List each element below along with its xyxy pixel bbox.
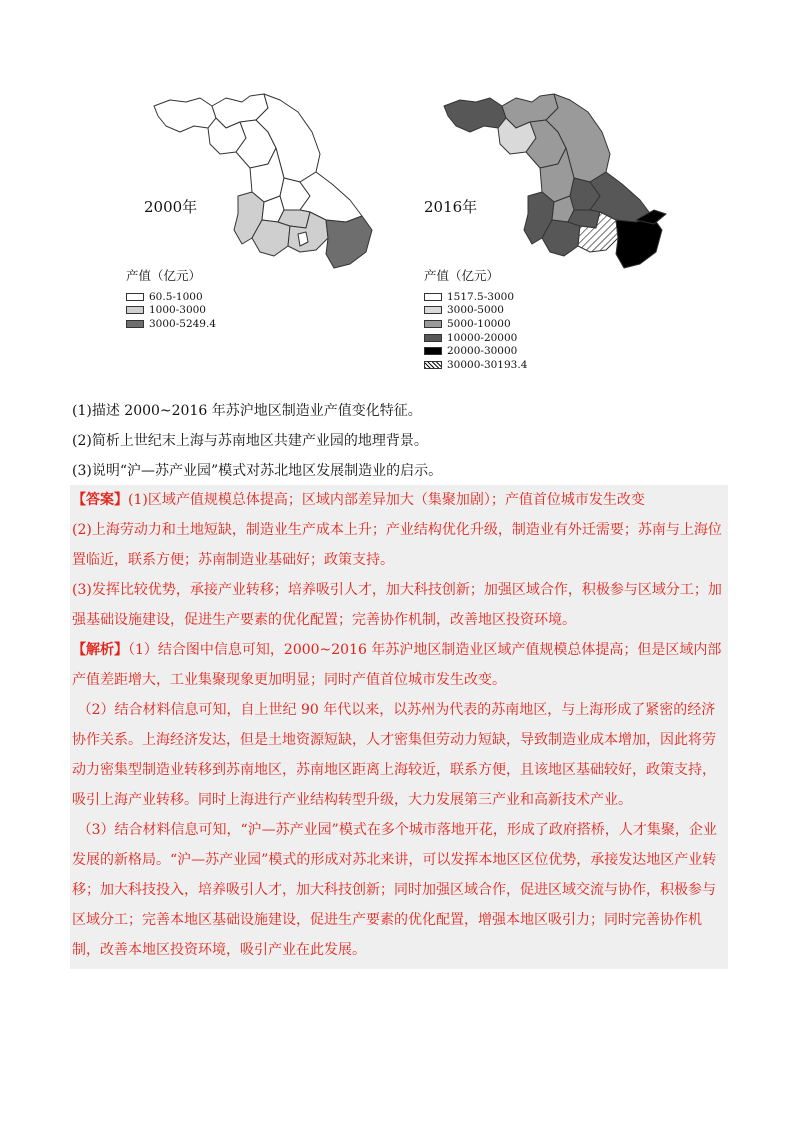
map-2000-label: 2000年 [144,198,198,216]
answer-tag: 【答案】 [72,492,128,508]
legend-2016-item [424,290,527,304]
legend-swatch [126,306,144,314]
legend-2000-item [126,317,216,331]
map-2000-svg [150,92,382,274]
legend-2000-item [126,290,216,304]
legend-label: 20000-30000 [447,345,518,358]
legend-swatch [424,306,442,314]
legend-label: 3000-5000 [447,304,504,317]
legend-2016 [424,266,527,372]
legend-label: 60.5-1000 [149,290,203,303]
legend-label: 30000-30193.4 [447,358,528,371]
answer-2: (2)上海劳动力和土地短缺，制造业生产成本上升；产业结构优化升级，制造业有外迁需要；苏南与上海位置临近，联系方便；苏南制造业基础好；政策支持。 [72,522,722,568]
map-2016-label: 2016年 [424,198,478,216]
region-shanghai [616,216,662,268]
analysis-section [70,635,728,965]
legend-swatch [424,334,442,342]
answer-3: (3)发挥比较优势，承接产业转移；培养吸引人才，加大科技创新；加强区域合作，积极参与区域分工；加强基础设施建设，促进生产要素的优化配置；完善协作机制，改善地区投资环境。 [72,582,722,628]
region-xuzhou [444,98,506,132]
answer-1 [72,485,726,515]
analysis-tag: 【解析】 [72,642,128,658]
question-1: (1)描述 2000~2016 年苏沪地区制造业产值变化特征。 [72,403,422,419]
analysis-1 [72,635,726,695]
legend-2016-item [424,358,527,372]
question-2: (2)简析上世纪末上海与苏南地区共建产业园的地理背景。 [72,433,428,449]
legend-swatch [126,293,144,301]
legend-2016-item [424,304,527,318]
answer-section [70,485,728,635]
legend-swatch [424,293,442,301]
legend-swatch-hatched [424,361,442,369]
legend-2000 [126,266,216,331]
legend-2000-title: 产值（亿元） [126,268,202,283]
questions [72,396,732,486]
legend-label: 10000-20000 [447,331,518,344]
legend-2016-item [424,344,527,358]
legend-swatch [126,320,144,328]
legend-label: 3000-5249.4 [149,317,217,330]
question-3: (3)说明“沪—苏产业园”模式对苏北地区发展制造业的启示。 [72,463,443,479]
legend-2000-item [126,304,216,318]
map-2016 [424,92,672,274]
legend-label: 1000-3000 [149,304,206,317]
legend-swatch [424,320,442,328]
answer-analysis-box [70,485,728,969]
analysis-3: （3）结合材料信息可知，“沪—苏产业园”模式在多个城市落地开花，形成了政府搭桥，人才集聚，企业发展的新格局。“沪—苏产业园”模式的形成对苏北来讲，可以发挥本地区区位优势，承接发达地区产业转移；加大科技投入，培养吸引人才，加大科技创新；同时加强区域合作，促进区域交流与协作，积极参与区域分工；完善本地区基础设施建设，促进生产要素的优化配置，增强本地区吸引力；同时完善协作机制，改善本地区投资环境，吸引产业在此发展。 [72,822,717,958]
region-shanghai [326,216,372,268]
legend-label: 5000-10000 [447,317,511,330]
legend-2016-title: 产值（亿元） [424,268,500,283]
legend-label: 1517.5-3000 [447,290,515,303]
map-2000 [144,92,382,274]
analysis-2: （2）结合材料信息可知，自上世纪 90 年代以来，以苏州为代表的苏南地区，与上海形成了紧密的经济协作关系。上海经济发达，但是土地资源短缺，人才密集但劳动力短缺，导致制造业成本增加，因此将劳动力密集型制造业转移到苏南地区，苏南地区距离上海较近，联系方便，且该地区基础较好，政策支持，吸引上海产业转移。同时上海进行产业结构转型升级，大力发展第三产业和高新技术产业。 [72,702,716,808]
answer-1-text: (1)区域产值规模总体提高；区域内部差异加大（集聚加剧）；产值首位城市发生改变 [128,492,645,508]
legend-swatch [424,347,442,355]
map-2016-svg [440,92,672,274]
legend-2016-item [424,317,527,331]
region-xuzhou [154,98,216,132]
analysis-1-text: （1）结合图中信息可知，2000~2016 年苏沪地区制造业区域产值规模总体提高；但是区域内部产值差距增大，工业集聚现象更加明显；同时产值首位城市发生改变。 [72,642,722,688]
legend-2016-item [424,331,527,345]
